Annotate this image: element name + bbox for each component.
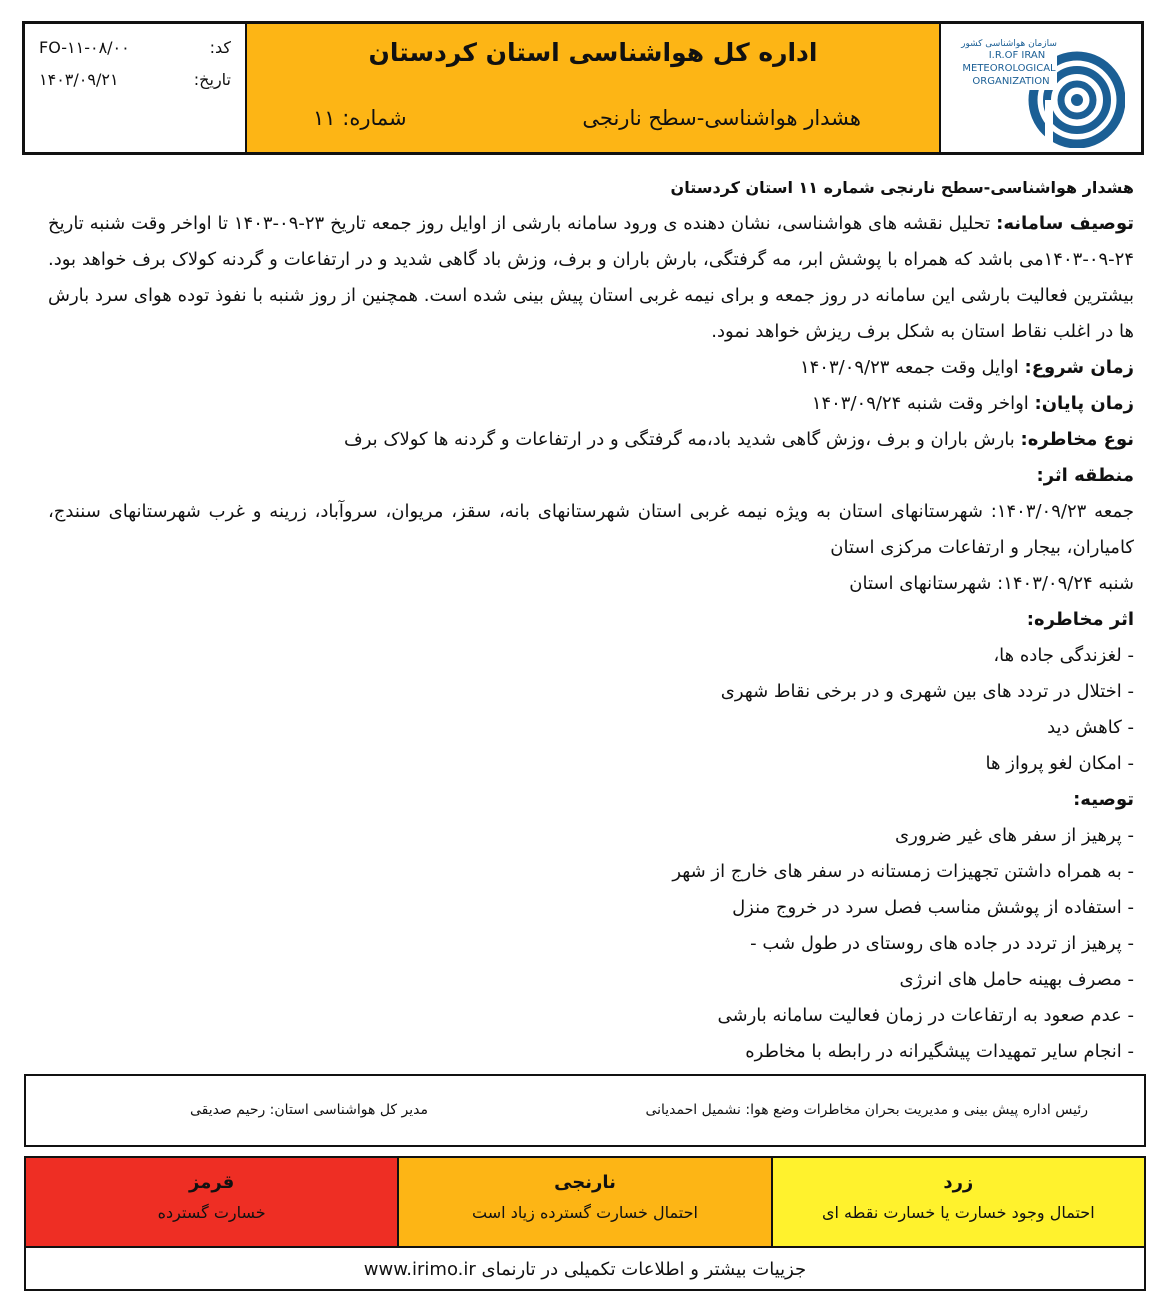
warning-level-legend (24, 1156, 1146, 1291)
website-footer: جزییات بیشتر و اطلاعات تکمیلی در تارنمای www.irimo.ir (363, 1259, 807, 1280)
code-value: FO-۱۱-۰۸/۰۰ (39, 37, 130, 57)
area-label: منطقه اثر: (1036, 465, 1134, 486)
body-heading: هشدار هواشناسی-سطح نارنجی شماره ۱۱ استان کردستان (670, 178, 1134, 197)
date-value: ۱۴۰۳/۰۹/۲۱ (39, 69, 119, 89)
advice-item: - مصرف بهینه حامل های انرژی (899, 969, 1134, 990)
description-label: توصیف سامانه: (996, 213, 1134, 234)
legend-yellow-name: زرد (943, 1172, 974, 1193)
effect-item: - لغزندگی جاده ها، (993, 645, 1134, 666)
legend-red-desc: خسارت گسترده (157, 1203, 266, 1222)
warning-level-title: هشدار هواشناسی-سطح نارنجی (582, 106, 861, 130)
warning-number: شماره: ۱۱ (313, 106, 407, 130)
advice-item: - عدم صعود به ارتفاعات در زمان فعالیت سامانه بارشی (717, 1005, 1134, 1026)
logo-line2: METEOROLOGICAL (962, 63, 1056, 74)
legend-levels (26, 1158, 1144, 1248)
hazard-value: بارش باران و برف ،وزش گاهی شدید باد،مه گرفتگی و در ارتفاعات و گردنه ها کولاک برف (344, 429, 1021, 450)
forecast-chief-signature: رئیس اداره پیش بینی و مدیریت بحران مخاطرات وضع هوا: نشمیل احمدیانی (645, 1102, 1088, 1118)
date-row (39, 66, 231, 92)
legend-orange-name: نارنجی (554, 1172, 616, 1193)
document-header (22, 21, 1144, 155)
advice-item: - پرهیز از سفر های غیر ضروری (895, 825, 1134, 846)
signature-box (24, 1074, 1146, 1147)
logo-text-fa: سازمان هواشناسی کشور (961, 39, 1057, 49)
legend-red-name: قرمز (189, 1172, 235, 1193)
warning-body (48, 170, 1134, 1070)
legend-yellow (771, 1158, 1144, 1246)
page-title: اداره کل هواشناسی استان کردستان (368, 38, 818, 67)
advice-item: - به همراه داشتن تجهیزات زمستانه در سفر های خارج از شهر (672, 861, 1134, 882)
end-time (48, 386, 1134, 422)
legend-orange (397, 1158, 770, 1246)
start-value: اوایل وقت جمعه ۱۴۰۳/۰۹/۲۳ (799, 357, 1025, 378)
hazard-type (48, 422, 1134, 458)
description-text: تحلیل نقشه های هواشناسی، نشان دهنده ی ورود سامانه بارشی از اوایل روز جمعه تاریخ ۲۳-۰۹-۱۴۰۳ تا اواخر وقت شنبه تاریخ ۲۴-۰۹-۱۴۰۳می باشد که همراه با پوشش ابر، مه گرفتگی، بارش باران و برف، وزش باد گاهی شدید و در ارتفاعات و گردنه کولاک برف خواهد بود. بیشترین فعالیت بارشی این سامانه در روز جمعه و برای نیمه غربی استان پیش بینی شده است. همچنین از روز شنبه با نفوذ توده هوای سرد بارش ها در اغلب نقاط استان به شکل برف ریزش خواهد نمود. (48, 213, 1134, 342)
advice-label: توصیه: (1073, 789, 1134, 810)
effect-item: - امکان لغو پرواز ها (985, 753, 1134, 774)
start-time (48, 350, 1134, 386)
legend-yellow-desc: احتمال وجود خسارت یا خسارت نقطه ای (822, 1203, 1095, 1222)
system-description (48, 206, 1134, 350)
start-label: زمان شروع: (1024, 357, 1134, 378)
hazard-label: نوع مخاطره: (1020, 429, 1134, 450)
title-panel (247, 24, 941, 152)
code-label: کد: (209, 37, 231, 57)
code-row (39, 34, 231, 60)
director-signature: مدیر کل هواشناسی استان: رحیم صدیقی (189, 1102, 428, 1118)
irimo-logo (955, 30, 1125, 148)
legend-orange-desc: احتمال خسارت گسترده زیاد است (472, 1203, 698, 1222)
legend-red (26, 1158, 397, 1246)
advice-item: - انجام سایر تمهیدات پیشگیرانه در رابطه با مخاطره (745, 1041, 1134, 1062)
area-friday: جمعه ۱۴۰۳/۰۹/۲۳: شهرستانهای استان به ویژه نیمه غربی استان شهرستانهای بانه، سقز، مریوان، سروآباد، زرینه و غرب شهرستانهای سنندج، کامیاران، بیجار و ارتفاعات مرکزی استان (48, 501, 1134, 558)
logo-line1: I.R.OF IRAN (988, 50, 1046, 61)
effect-item: - اختلال در تردد های بین شهری و در برخی نقاط شهری (720, 681, 1134, 702)
logo-line3: ORGANIZATION (972, 76, 1050, 87)
date-label: تاریخ: (193, 69, 231, 89)
end-value: اواخر وقت شنبه ۱۴۰۳/۰۹/۲۴ (811, 393, 1035, 414)
effect-item: - کاهش دید (1047, 717, 1134, 738)
advice-item: - پرهیز از تردد در جاده های روستای در طول شب - (750, 933, 1134, 954)
end-label: زمان پایان: (1034, 393, 1134, 414)
form-meta-box (25, 24, 247, 152)
logo-box (941, 24, 1141, 152)
advice-item: - استفاده از پوشش مناسب فصل سرد در خروج منزل (732, 897, 1134, 918)
effects-label: اثر مخاطره: (1026, 609, 1134, 630)
area-saturday: شنبه ۱۴۰۳/۰۹/۲۴: شهرستانهای استان (849, 573, 1134, 594)
